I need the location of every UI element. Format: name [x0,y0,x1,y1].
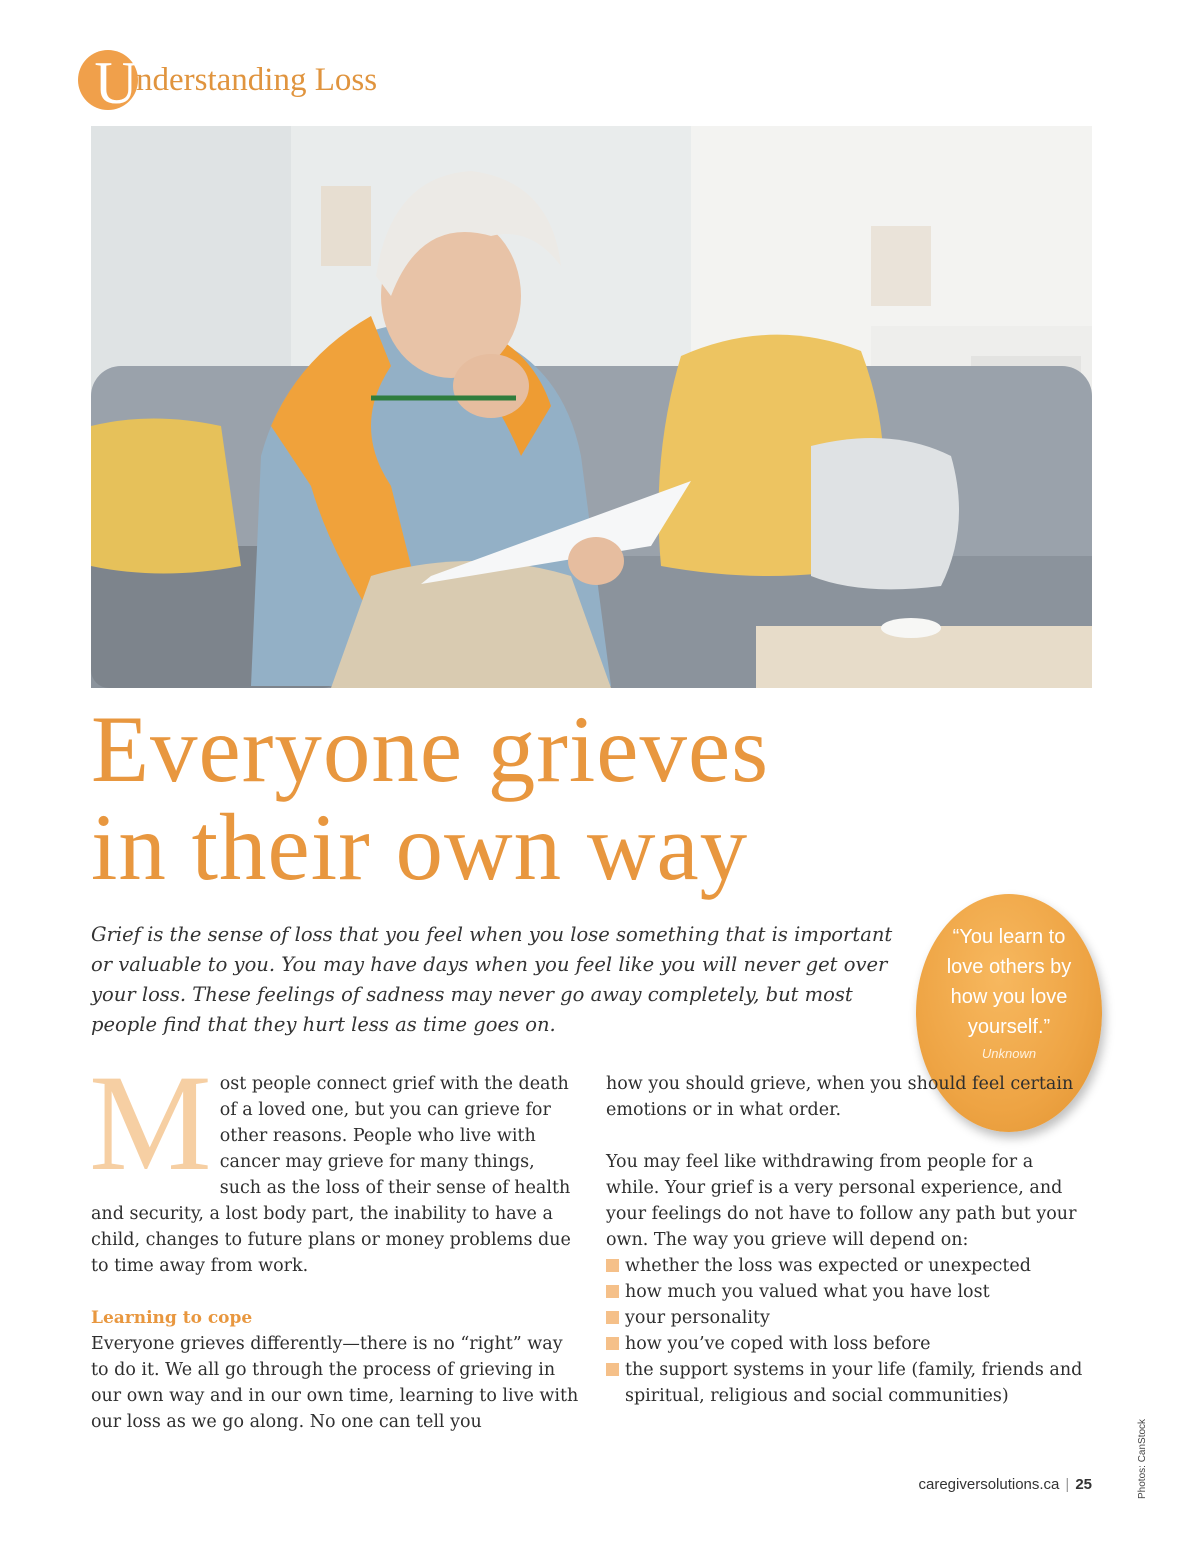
square-bullet-icon [606,1259,619,1272]
body-paragraph-2: Everyone grieves differently—there is no “right” way to do it. We all go through the process of grieving in our own way and in our own time, learning to live with our loss as we go along. No one can tell you [91,1334,579,1432]
body-column-right [606,1071,1086,1409]
list-item-text: whether the loss was expected or unexpected [625,1256,1031,1276]
list-item-text: your personality [625,1308,770,1328]
footer-website: caregiversolutions.ca [918,1476,1060,1493]
photo-senior-man-reading-letter-icon [91,126,1092,688]
photo-credit: Photos: CanStock [1137,1418,1148,1499]
body-paragraph-1-text: ost people connect grief with the death of a loved one, but you can grieve for other reasons. People who live with cancer may grieve for many things, such as the loss of their sense of health and security, a lost body part, the inability to have a child, changes to future plans or money problems due to time away from work. [91,1074,571,1276]
bullet-list [606,1253,1086,1409]
headline [91,696,931,900]
footer-separator: | [1065,1476,1070,1493]
hero-photo [91,126,1092,688]
page-number: 25 [1075,1476,1092,1493]
square-bullet-icon [606,1363,619,1376]
subheading-learning-to-cope: Learning to cope [91,1308,253,1328]
list-item-text: how you’ve coped with loss before [625,1334,931,1354]
drop-cap: M [89,1046,212,1199]
headline-line-1: Everyone grieves [91,696,770,802]
list-item [606,1357,1086,1409]
section-initial: U [94,50,138,116]
square-bullet-icon [606,1311,619,1324]
list-item-text: the support systems in your life (family, friends and spiritual, religious and social communities) [625,1360,1083,1406]
quote-author: Unknown [981,1046,1037,1061]
body-paragraph-3: how you should grieve, when you should feel certain emotions or in what order. [606,1074,1074,1120]
square-bullet-icon [606,1285,619,1298]
body-column-left [89,1046,579,1435]
page-footer [880,1476,1092,1493]
list-item [606,1279,1086,1305]
list-item [606,1331,1086,1357]
body-paragraph-4: You may feel like withdrawing from people for a while. Your grief is a very personal experience, and your feelings do not have to follow any path but your own. The way you grieve will depend on: [606,1152,1077,1250]
body-paragraph-1 [89,1046,579,1279]
list-item [606,1305,1086,1331]
paragraph-spacer [606,1123,1086,1149]
quote-text: “You learn to love others by how you love yourself.” [946,926,1072,1038]
section-title: nderstanding Loss [136,62,378,98]
headline-line-2: in their own way [91,794,749,900]
square-bullet-icon [606,1337,619,1350]
list-item [606,1253,1086,1279]
intro-paragraph: Grief is the sense of loss that you feel when you lose something that is important or valuable to you. You may have days when you feel like you will never get over your loss. These feelings of sadness may never go away completely, but most people find that they hurt less as time goes on. [91,923,893,1036]
list-item-text: how much you valued what you have lost [625,1282,990,1302]
